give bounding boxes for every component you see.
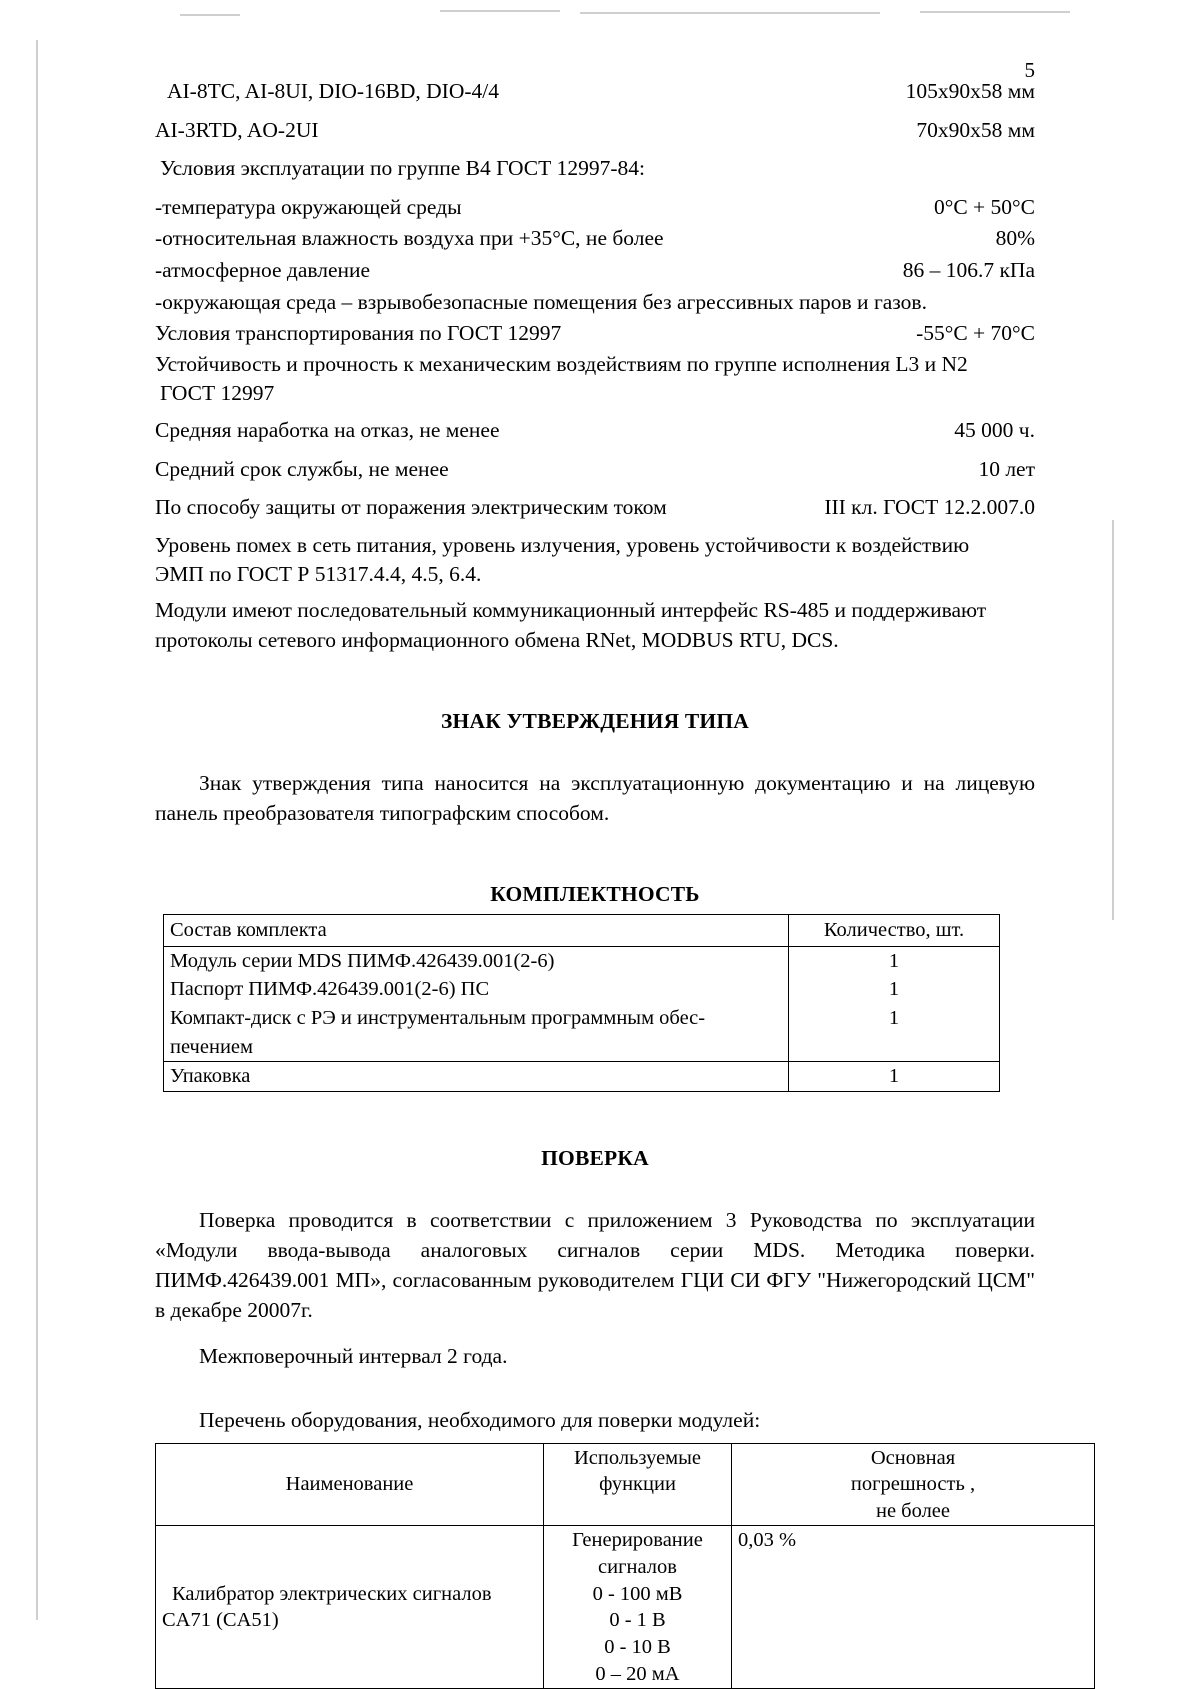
table-row xyxy=(164,946,1000,975)
spec-row-temperature xyxy=(155,192,1035,224)
scan-artifact xyxy=(36,40,38,1620)
spec-line-emc-1: Уровень помех в сеть питания, уровень излучения, уровень устойчивости к воздействию xyxy=(155,533,970,557)
equipment-name-lines xyxy=(162,1581,537,1634)
spec-line-emc-2: ЭМП по ГОСТ Р 51317.4.4, 4.5, 6.4. xyxy=(155,562,482,587)
kit-cell-name: печением xyxy=(164,1033,789,1062)
spec-row-transport xyxy=(155,318,1035,350)
kit-table-head xyxy=(164,915,1000,947)
table-row xyxy=(164,1062,1000,1092)
equipment-function-line: 0 – 20 мА xyxy=(595,1662,680,1685)
kit-cell-qty: 1 xyxy=(789,1004,1000,1033)
equipment-function-line: Генерирование xyxy=(572,1529,703,1552)
header-line: Наименование xyxy=(285,1473,414,1496)
scan-artifact xyxy=(1112,520,1114,920)
spec-row-humidity xyxy=(155,223,1035,255)
equipment-function-line: сигналов xyxy=(598,1556,677,1579)
equipment-table-head xyxy=(156,1443,1095,1526)
spec-row-protection-class xyxy=(155,492,1035,524)
operating-conditions-heading: Условия эксплуатации по группе В4 ГОСТ 12997-84: xyxy=(160,156,646,181)
scan-artifact xyxy=(580,12,880,14)
spec-label: -температура окружающей среды xyxy=(155,194,462,219)
spec-value: 70x90x58 мм xyxy=(916,117,1035,142)
equipment-function-line: 0 - 1 В xyxy=(609,1609,666,1632)
spec-line-environment: -окружающая среда – взрывобезопасные помещения без агрессивных паров и газов. xyxy=(155,289,927,314)
kit-cell-name: Модуль серии MDS ПИМФ.426439.001(2-6) xyxy=(164,946,789,975)
equipment-table xyxy=(155,1443,1095,1689)
equipment-function-lines xyxy=(550,1527,725,1687)
kit-cell-qty: 1 xyxy=(789,946,1000,975)
spec-label: Средний срок службы, не менее xyxy=(155,456,449,481)
spec-value: 45 000 ч. xyxy=(954,418,1035,443)
section-heading-verification: ПОВЕРКА xyxy=(541,1145,649,1170)
spec-value: 86 – 106.7 кПа xyxy=(902,257,1035,282)
spec-row-dimensions-1 xyxy=(155,76,1035,108)
spec-label: -относительная влажность воздуха при +35°C, не более xyxy=(155,226,664,251)
spec-value: III кл. ГОСТ 12.2.007.0 xyxy=(824,495,1035,520)
spec-label: По способу защиты от поражения электрическим током xyxy=(155,495,667,520)
spec-row-dimensions-2 xyxy=(155,115,1035,147)
spec-label: Средняя наработка на отказ, не менее xyxy=(155,418,500,443)
table-row xyxy=(164,1033,1000,1062)
equipment-column-header-error xyxy=(732,1443,1095,1526)
header-line: Используемые xyxy=(573,1446,702,1469)
kit-cell-name: Компакт-диск с РЭ и инструментальным программным обес- xyxy=(164,1004,789,1033)
kit-cell-name: Упаковка xyxy=(164,1062,789,1092)
kit-column-header-qty: Количество, шт. xyxy=(789,915,1000,947)
header-lines xyxy=(162,1471,537,1498)
header-line: Основная xyxy=(870,1446,956,1469)
scan-artifact xyxy=(440,10,560,12)
spec-line-mechanical-1: Устойчивость и прочность к механическим воздействиям по группе исполнения L3 и N2 xyxy=(155,351,968,376)
verification-interval: Межповерочный интервал 2 года. xyxy=(199,1344,508,1369)
kit-table-body xyxy=(164,946,1000,1091)
equipment-cell-functions xyxy=(544,1526,732,1689)
spec-value: 105x90x58 мм xyxy=(905,79,1035,103)
spec-line-interface-1: Модули имеют последовательный коммуникационный интерфейс RS-485 и поддерживают xyxy=(155,598,987,623)
header-line: не более xyxy=(875,1499,951,1522)
kit-column-header-name: Состав комплекта xyxy=(164,915,789,947)
kit-table xyxy=(163,914,1000,1092)
equipment-column-header-functions xyxy=(544,1443,732,1526)
equipment-intro: Перечень оборудования, необходимого для поверки модулей: xyxy=(199,1408,761,1433)
spec-label: Условия транспортирования по ГОСТ 12997 xyxy=(155,321,562,346)
spec-value: -55°C + 70°C xyxy=(916,321,1035,346)
spec-line-mechanical-2: ГОСТ 12997 xyxy=(160,380,275,405)
spec-label: AI-3RTD, AO-2UI xyxy=(155,117,319,142)
table-row xyxy=(164,975,1000,1004)
spec-line-interface-2: протоколы сетевого информационного обмена RNet, MODBUS RTU, DCS. xyxy=(155,627,839,652)
spec-label: -атмосферное давление xyxy=(155,257,371,282)
scan-artifact xyxy=(920,11,1070,13)
page-content xyxy=(155,60,1035,1689)
table-header-row xyxy=(164,915,1000,947)
spec-label: AI-8TC, AI-8UI, DIO-16BD, DIO-4/4 xyxy=(167,79,500,103)
header-line: функции xyxy=(599,1473,676,1496)
spec-row-service-life xyxy=(155,454,1035,486)
equipment-function-line: 0 - 10 В xyxy=(604,1636,671,1659)
kit-cell-qty: 1 xyxy=(789,1062,1000,1092)
page-number: 5 xyxy=(1024,58,1035,82)
table-row xyxy=(156,1526,1095,1689)
spec-row-pressure xyxy=(155,255,1035,287)
equipment-function-line: 0 - 100 мВ xyxy=(592,1582,683,1605)
spec-value: 0°C + 50°C xyxy=(933,194,1035,219)
equipment-cell-name xyxy=(156,1526,544,1689)
verification-paragraph: Поверка проводится в соответствии с приложением 3 Руководства по эксплуатации «Модули ввода-вывода аналоговых сигналов серии MDS. Методика поверки. ПИМФ.426439.001 МП», согласованным руководителем ГЦИ СИ ФГУ "Нижегородский ЦСМ" в декабре 20007г. xyxy=(155,1207,1035,1323)
spec-value: 10 лет xyxy=(978,456,1035,481)
equipment-name-line: Калибратор электрических сигналов xyxy=(172,1582,492,1605)
type-approval-paragraph: Знак утверждения типа наносится на эксплуатационную документацию и на лицевую панель преобразователя типографским способом. xyxy=(155,770,1035,826)
spec-row-mtbf xyxy=(155,415,1035,447)
kit-cell-qty: 1 xyxy=(789,975,1000,1004)
section-heading-type-approval: ЗНАК УТВЕРЖДЕНИЯ ТИПА xyxy=(441,708,749,733)
header-line: погрешность , xyxy=(850,1473,976,1496)
scan-artifact xyxy=(180,14,240,16)
equipment-cell-error: 0,03 % xyxy=(732,1526,1095,1689)
spec-value: 80% xyxy=(995,226,1035,251)
kit-cell-qty xyxy=(789,1033,1000,1062)
table-header-row xyxy=(156,1443,1095,1526)
kit-cell-name: Паспорт ПИМФ.426439.001(2-6) ПС xyxy=(164,975,789,1004)
section-heading-kit: КОМПЛЕКТНОСТЬ xyxy=(490,882,700,907)
header-lines xyxy=(738,1445,1088,1525)
equipment-name-line: CA71 (CA51) xyxy=(162,1609,279,1632)
equipment-table-body xyxy=(156,1526,1095,1689)
equipment-column-header-name xyxy=(156,1443,544,1526)
table-row xyxy=(164,1004,1000,1033)
header-lines xyxy=(550,1445,725,1498)
